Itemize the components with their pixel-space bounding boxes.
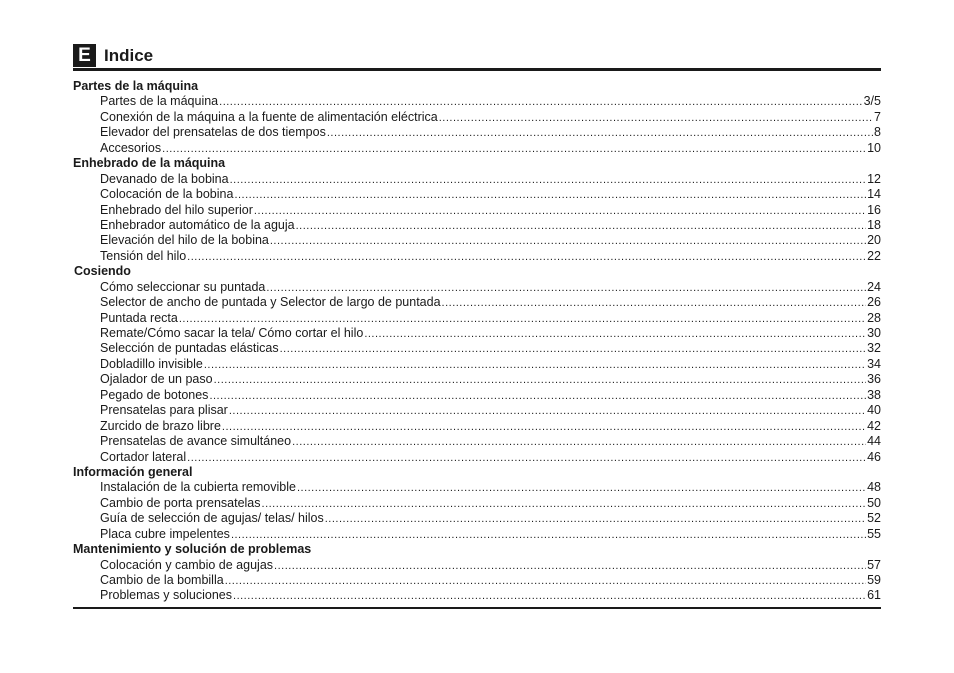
toc-entry[interactable] [73,218,881,233]
toc-entry[interactable] [73,125,881,140]
toc-entry[interactable] [73,558,881,573]
dot-leader [179,312,866,327]
toc-entry[interactable] [73,295,881,310]
toc-entry[interactable] [73,94,881,109]
toc-entry[interactable] [73,326,881,341]
toc-entry-page: 52 [867,511,881,526]
dot-leader [231,528,866,543]
toc-entry-page: 10 [867,140,881,155]
toc-entry-label: Selector de ancho de puntada y Selector de largo de puntada [100,295,441,310]
toc-entry-label: Prensatelas de avance simultáneo [100,434,292,449]
toc-entry-page: 61 [867,588,881,603]
dot-leader [280,342,867,357]
toc-entry[interactable] [73,434,881,449]
toc-entry-label: Guía de selección de agujas/ telas/ hilos [100,511,324,526]
toc-entry[interactable] [73,187,881,202]
section-heading: Enhebrado de la máquina [73,156,226,171]
dot-leader [327,126,873,141]
toc-entry-page: 24 [867,279,881,294]
dot-leader [162,142,866,157]
toc-entry-page: 57 [867,557,881,572]
section-heading: Mantenimiento y solución de problemas [73,542,312,557]
toc-entry-page: 48 [867,480,881,495]
section-heading: Partes de la máquina [73,79,199,93]
toc-entry[interactable] [73,372,881,387]
toc-entry-label: Dobladillo invisible [100,356,203,371]
toc-entry[interactable] [73,110,881,125]
toc-entry-label: Pegado de botones [100,387,209,402]
dot-leader [234,188,866,203]
page-header [73,44,153,67]
toc-entry[interactable] [73,527,881,542]
toc-entry-label: Cambio de la bombilla [100,573,224,587]
toc-entry-page: 16 [867,202,881,217]
dot-leader [266,281,866,296]
toc-entry-page: 59 [867,573,881,587]
dot-leader [439,111,873,126]
toc-entry-page: 38 [867,387,881,402]
toc-entry-label: Tensión del hilo [100,248,187,263]
toc-entry-page: 12 [867,171,881,186]
toc-entry-page: 7 [874,109,881,124]
dot-leader [219,95,862,110]
dot-leader [262,497,867,512]
toc-entry-page: 26 [867,295,881,310]
toc-entry[interactable] [73,311,881,326]
toc-entry-label: Zurcido de brazo libre [100,418,221,433]
section-heading: Cosiendo [74,264,131,279]
toc-entry[interactable] [73,172,881,187]
dot-leader [214,373,867,388]
dot-leader [296,219,867,234]
toc-entry[interactable] [73,496,881,511]
toc-entry[interactable] [73,341,881,356]
toc-entry-page: 46 [867,449,881,464]
toc-entry-label: Selección de puntadas elásticas [100,341,279,356]
toc-entry-label: Partes de la máquina [100,94,219,109]
language-badge: E [73,44,96,67]
dot-leader [225,574,866,589]
toc-entry-page: 3/5 [863,94,881,109]
toc-entry-label: Accesorios [100,140,162,155]
toc-entry-label: Colocación y cambio de agujas [100,557,274,572]
toc-entry-label: Prensatelas para plisar [100,403,228,418]
toc-entry-label: Problemas y soluciones [100,588,233,603]
toc-entry[interactable] [73,357,881,372]
toc-entry[interactable] [73,203,881,218]
toc-entry-page: 30 [867,326,881,340]
dot-leader [254,204,866,219]
toc-entry[interactable] [73,280,881,295]
dot-leader [204,358,866,373]
toc-entry[interactable] [73,480,881,495]
toc-entry-page: 22 [867,248,881,263]
dot-leader [325,512,866,527]
toc-entry-label: Elevador del prensatelas de dos tiempos [100,125,326,140]
toc-entry-page: 36 [867,372,881,387]
toc-entry-label: Colocación de la bobina [100,187,234,202]
dot-leader [274,559,866,574]
dot-leader [230,173,867,188]
toc-entry-page: 8 [874,125,881,140]
toc-entry[interactable] [73,511,881,526]
toc-entry-page: 32 [867,341,881,356]
toc-entry-page: 14 [867,187,881,202]
toc-entry-page: 34 [867,356,881,371]
toc-entry-label: Enhebrado del hilo superior [100,202,253,217]
dot-leader [187,451,866,466]
toc-entry-label: Devanado de la bobina [100,171,229,186]
toc-entry-label: Remate/Cómo sacar la tela/ Cómo cortar el hilo [100,326,364,340]
toc-entry-page: 20 [867,233,881,248]
dot-leader [270,234,866,249]
dot-leader [187,250,866,265]
toc-entry-page: 44 [867,434,881,449]
dot-leader [364,327,866,342]
toc-entry-page: 42 [867,418,881,433]
toc-entry-label: Cómo seleccionar su puntada [100,279,266,294]
dot-leader [292,435,866,450]
toc-entry[interactable] [73,388,881,403]
toc-entry-label: Ojalador de un paso [100,372,213,387]
toc-entry-page: 18 [867,217,881,232]
header-divider [73,68,881,71]
toc-entry[interactable] [73,419,881,434]
toc-entry[interactable] [73,141,881,156]
section-heading: Información general [73,464,193,479]
toc-entry[interactable] [73,450,881,465]
toc-entry-label: Puntada recta [100,310,178,325]
dot-leader [297,481,866,496]
toc-entry-label: Instalación de la cubierta removible [100,480,296,495]
footer-divider [73,607,881,609]
dot-leader [233,589,866,604]
toc-entry-label: Enhebrador automático de la aguja [100,217,295,232]
toc-entry-label: Elevación del hilo de la bobina [100,233,269,248]
toc-entry-label: Cambio de porta prensatelas [100,495,261,510]
toc-entry-page: 50 [867,495,881,510]
toc-entry-page: 55 [867,526,881,541]
toc-entry[interactable] [73,249,881,264]
toc-entry-label: Placa cubre impelentes [100,526,230,541]
dot-leader [209,389,866,404]
dot-leader [229,404,866,419]
toc-entry[interactable] [73,233,881,248]
toc-entry-label: Conexión de la máquina a la fuente de alimentación eléctrica [100,109,438,124]
toc-entry[interactable] [73,588,881,603]
toc-entry-page: 40 [867,403,881,418]
dot-leader [222,420,866,435]
toc-entry-page: 28 [867,310,881,325]
table-of-contents [73,79,881,604]
dot-leader [442,296,867,311]
page-title: Indice [104,46,154,65]
toc-entry-label: Cortador lateral [100,449,187,464]
toc-entry[interactable] [73,403,881,418]
toc-entry[interactable] [73,573,881,588]
